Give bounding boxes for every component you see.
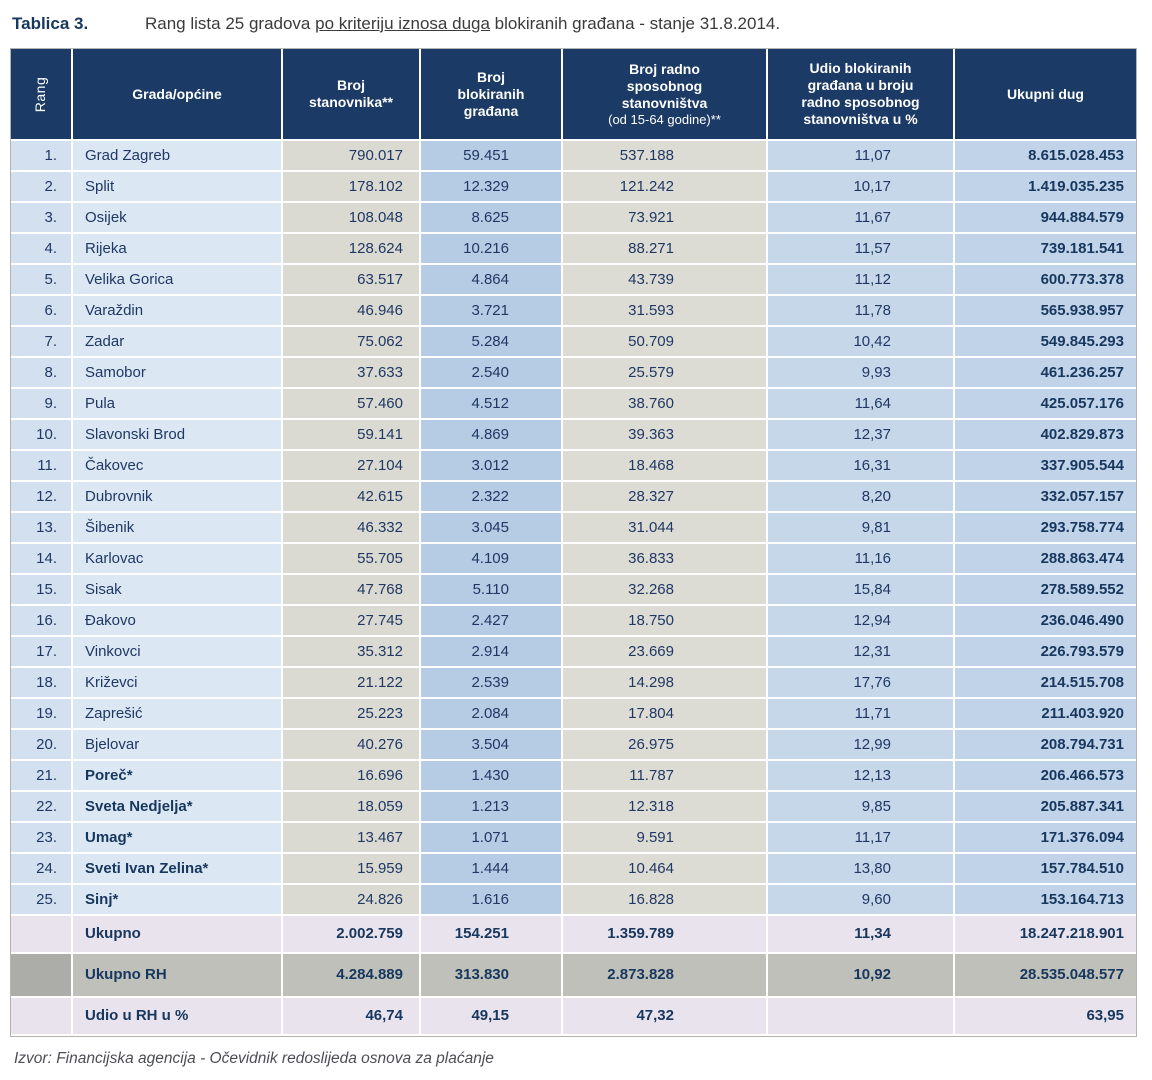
summary-label-cell: Ukupno RH <box>73 954 281 996</box>
table-row <box>11 234 1136 263</box>
working-age-cell: 39.363 <box>563 420 766 449</box>
blocked-citizens-cell: 1.444 <box>421 854 561 883</box>
blocked-citizens-cell: 10.216 <box>421 234 561 263</box>
blocked-citizens-cell: 154.251 <box>421 916 561 952</box>
total-debt-cell: 206.466.573 <box>955 761 1136 790</box>
share-percent-cell: 12,94 <box>768 606 953 635</box>
working-age-cell: 11.787 <box>563 761 766 790</box>
working-age-cell: 38.760 <box>563 389 766 418</box>
population-cell: 4.284.889 <box>283 954 419 996</box>
table-row <box>11 296 1136 325</box>
blocked-citizens-cell: 3.045 <box>421 513 561 542</box>
blocked-citizens-cell: 3.012 <box>421 451 561 480</box>
city-cell: Šibenik <box>73 513 281 542</box>
source-note: Izvor: Financijska agencija - Očevidnik redoslijeda osnova za plaćanje <box>14 1050 494 1067</box>
share-percent-cell: 9,81 <box>768 513 953 542</box>
total-debt-cell: 288.863.474 <box>955 544 1136 573</box>
rank-cell: 11. <box>11 451 71 480</box>
share-percent-cell: 11,64 <box>768 389 953 418</box>
rank-cell: 20. <box>11 730 71 759</box>
population-cell: 35.312 <box>283 637 419 666</box>
header-population: Broj stanovnika** <box>283 49 419 139</box>
rank-cell: 4. <box>11 234 71 263</box>
population-cell: 40.276 <box>283 730 419 759</box>
blocked-citizens-cell: 2.084 <box>421 699 561 728</box>
working-age-cell: 47,32 <box>563 998 766 1034</box>
rank-cell: 17. <box>11 637 71 666</box>
summary-row-ukupno-rh <box>11 954 1136 996</box>
city-cell: Osijek <box>73 203 281 232</box>
table-row <box>11 699 1136 728</box>
population-cell: 75.062 <box>283 327 419 356</box>
table-row <box>11 792 1136 821</box>
blocked-citizens-cell: 5.284 <box>421 327 561 356</box>
total-debt-cell: 1.419.035.235 <box>955 172 1136 201</box>
header-city: Grada/općine <box>73 49 281 139</box>
city-cell: Pula <box>73 389 281 418</box>
working-age-cell: 73.921 <box>563 203 766 232</box>
city-cell: Varaždin <box>73 296 281 325</box>
share-percent-cell: 11,67 <box>768 203 953 232</box>
total-debt-cell: 157.784.510 <box>955 854 1136 883</box>
population-cell: 25.223 <box>283 699 419 728</box>
blocked-citizens-cell: 1.616 <box>421 885 561 914</box>
table-header-row <box>11 49 1136 139</box>
total-debt-cell: 549.845.293 <box>955 327 1136 356</box>
population-cell: 46.332 <box>283 513 419 542</box>
rank-cell: 19. <box>11 699 71 728</box>
working-age-cell: 537.188 <box>563 141 766 170</box>
working-age-cell: 9.591 <box>563 823 766 852</box>
population-cell: 63.517 <box>283 265 419 294</box>
rank-cell <box>11 998 71 1034</box>
population-cell: 57.460 <box>283 389 419 418</box>
share-percent-cell: 9,60 <box>768 885 953 914</box>
working-age-cell: 121.242 <box>563 172 766 201</box>
total-debt-cell: 63,95 <box>955 998 1136 1034</box>
rank-cell: 7. <box>11 327 71 356</box>
population-cell: 55.705 <box>283 544 419 573</box>
total-debt-cell: 18.247.218.901 <box>955 916 1136 952</box>
blocked-citizens-cell: 12.329 <box>421 172 561 201</box>
population-cell: 2.002.759 <box>283 916 419 952</box>
rank-cell: 18. <box>11 668 71 697</box>
table-row <box>11 420 1136 449</box>
total-debt-cell: 332.057.157 <box>955 482 1136 511</box>
rank-cell: 5. <box>11 265 71 294</box>
city-cell: Rijeka <box>73 234 281 263</box>
share-percent-cell: 12,13 <box>768 761 953 790</box>
population-cell: 47.768 <box>283 575 419 604</box>
share-percent-cell: 16,31 <box>768 451 953 480</box>
summary-label-cell: Udio u RH u % <box>73 998 281 1034</box>
table-row <box>11 327 1136 356</box>
share-percent-cell: 11,78 <box>768 296 953 325</box>
working-age-cell: 31.593 <box>563 296 766 325</box>
city-cell: Umag* <box>73 823 281 852</box>
header-working-age: Broj radno sposobnog stanovništva (od 15-64 godine)** <box>563 49 766 139</box>
blocked-citizens-cell: 2.540 <box>421 358 561 387</box>
share-percent-cell: 11,16 <box>768 544 953 573</box>
blocked-citizens-cell: 8.625 <box>421 203 561 232</box>
share-percent-cell <box>768 998 953 1034</box>
share-percent-cell: 12,99 <box>768 730 953 759</box>
share-percent-cell: 9,85 <box>768 792 953 821</box>
working-age-cell: 88.271 <box>563 234 766 263</box>
share-percent-cell: 17,76 <box>768 668 953 697</box>
table-row <box>11 544 1136 573</box>
city-cell: Bjelovar <box>73 730 281 759</box>
table-row <box>11 141 1136 170</box>
total-debt-cell: 337.905.544 <box>955 451 1136 480</box>
total-debt-cell: 461.236.257 <box>955 358 1136 387</box>
blocked-citizens-cell: 3.504 <box>421 730 561 759</box>
total-debt-cell: 171.376.094 <box>955 823 1136 852</box>
table-title-text <box>145 14 780 34</box>
share-percent-cell: 11,17 <box>768 823 953 852</box>
city-cell: Sinj* <box>73 885 281 914</box>
total-debt-cell: 425.057.176 <box>955 389 1136 418</box>
share-percent-cell: 15,84 <box>768 575 953 604</box>
population-cell: 13.467 <box>283 823 419 852</box>
population-cell: 16.696 <box>283 761 419 790</box>
table-row <box>11 265 1136 294</box>
total-debt-cell: 205.887.341 <box>955 792 1136 821</box>
working-age-cell: 14.298 <box>563 668 766 697</box>
city-cell: Čakovec <box>73 451 281 480</box>
city-cell: Dubrovnik <box>73 482 281 511</box>
working-age-cell: 2.873.828 <box>563 954 766 996</box>
share-percent-cell: 11,12 <box>768 265 953 294</box>
population-cell: 37.633 <box>283 358 419 387</box>
table-row <box>11 885 1136 914</box>
rank-cell: 16. <box>11 606 71 635</box>
working-age-cell: 43.739 <box>563 265 766 294</box>
table-row <box>11 761 1136 790</box>
working-age-cell: 26.975 <box>563 730 766 759</box>
working-age-cell: 31.044 <box>563 513 766 542</box>
total-debt-cell: 214.515.708 <box>955 668 1136 697</box>
blocked-citizens-cell: 4.109 <box>421 544 561 573</box>
table-row <box>11 730 1136 759</box>
city-cell: Slavonski Brod <box>73 420 281 449</box>
city-cell: Split <box>73 172 281 201</box>
city-cell: Sveti Ivan Zelina* <box>73 854 281 883</box>
blocked-citizens-cell: 4.512 <box>421 389 561 418</box>
city-cell: Križevci <box>73 668 281 697</box>
population-cell: 178.102 <box>283 172 419 201</box>
table-row <box>11 513 1136 542</box>
working-age-cell: 18.468 <box>563 451 766 480</box>
total-debt-cell: 600.773.378 <box>955 265 1136 294</box>
header-share-percent: Udio blokiranih građana u broju radno sposobnog stanovništva u % <box>768 49 953 139</box>
share-percent-cell: 10,92 <box>768 954 953 996</box>
total-debt-cell: 739.181.541 <box>955 234 1136 263</box>
total-debt-cell: 8.615.028.453 <box>955 141 1136 170</box>
table-row <box>11 668 1136 697</box>
working-age-cell: 10.464 <box>563 854 766 883</box>
summary-row-udio-u-rh <box>11 998 1136 1034</box>
blocked-citizens-cell: 3.721 <box>421 296 561 325</box>
blocked-citizens-cell: 2.914 <box>421 637 561 666</box>
working-age-cell: 32.268 <box>563 575 766 604</box>
rank-cell: 21. <box>11 761 71 790</box>
share-percent-cell: 12,37 <box>768 420 953 449</box>
rank-cell: 1. <box>11 141 71 170</box>
total-debt-cell: 153.164.713 <box>955 885 1136 914</box>
working-age-cell: 36.833 <box>563 544 766 573</box>
population-cell: 18.059 <box>283 792 419 821</box>
share-percent-cell: 12,31 <box>768 637 953 666</box>
population-cell: 46,74 <box>283 998 419 1034</box>
table-row <box>11 358 1136 387</box>
table-caption <box>12 14 1142 34</box>
table-row <box>11 451 1136 480</box>
total-debt-cell: 278.589.552 <box>955 575 1136 604</box>
title-prefix: Rang lista 25 gradova <box>145 14 316 33</box>
city-cell: Velika Gorica <box>73 265 281 294</box>
rank-cell: 12. <box>11 482 71 511</box>
rank-cell: 8. <box>11 358 71 387</box>
header-total-debt: Ukupni dug <box>955 49 1136 139</box>
working-age-cell: 18.750 <box>563 606 766 635</box>
table-row <box>11 823 1136 852</box>
share-percent-cell: 8,20 <box>768 482 953 511</box>
rank-cell: 22. <box>11 792 71 821</box>
population-cell: 59.141 <box>283 420 419 449</box>
population-cell: 108.048 <box>283 203 419 232</box>
rank-cell: 6. <box>11 296 71 325</box>
city-cell: Sisak <box>73 575 281 604</box>
total-debt-cell: 402.829.873 <box>955 420 1136 449</box>
share-percent-cell: 11,71 <box>768 699 953 728</box>
table-row <box>11 606 1136 635</box>
working-age-cell: 23.669 <box>563 637 766 666</box>
debt-ranking-table <box>10 48 1137 1037</box>
table-number-label: Tablica 3. <box>12 14 89 33</box>
blocked-citizens-cell: 2.427 <box>421 606 561 635</box>
rank-cell: 2. <box>11 172 71 201</box>
table-row <box>11 172 1136 201</box>
working-age-cell: 1.359.789 <box>563 916 766 952</box>
table-body <box>11 141 1136 1034</box>
share-percent-cell: 11,34 <box>768 916 953 952</box>
population-cell: 790.017 <box>283 141 419 170</box>
blocked-citizens-cell: 59.451 <box>421 141 561 170</box>
summary-label-cell: Ukupno <box>73 916 281 952</box>
city-cell: Poreč* <box>73 761 281 790</box>
city-cell: Samobor <box>73 358 281 387</box>
summary-row-ukupno <box>11 916 1136 952</box>
total-debt-cell: 565.938.957 <box>955 296 1136 325</box>
table-row <box>11 637 1136 666</box>
title-suffix: blokiranih građana - stanje 31.8.2014. <box>489 14 781 33</box>
rank-cell: 23. <box>11 823 71 852</box>
header-blocked-citizens: Broj blokiranih građana <box>421 49 561 139</box>
rank-cell: 24. <box>11 854 71 883</box>
blocked-citizens-cell: 1.430 <box>421 761 561 790</box>
total-debt-cell: 236.046.490 <box>955 606 1136 635</box>
header-rank: Rang <box>11 49 71 139</box>
blocked-citizens-cell: 313.830 <box>421 954 561 996</box>
share-percent-cell: 10,17 <box>768 172 953 201</box>
title-underlined-phrase: po kriteriju iznosa duga <box>315 14 490 33</box>
share-percent-cell: 10,42 <box>768 327 953 356</box>
total-debt-cell: 211.403.920 <box>955 699 1136 728</box>
blocked-citizens-cell: 4.864 <box>421 265 561 294</box>
population-cell: 27.745 <box>283 606 419 635</box>
blocked-citizens-cell: 4.869 <box>421 420 561 449</box>
city-cell: Sveta Nedjelja* <box>73 792 281 821</box>
table-row <box>11 389 1136 418</box>
population-cell: 21.122 <box>283 668 419 697</box>
rank-cell: 14. <box>11 544 71 573</box>
city-cell: Vinkovci <box>73 637 281 666</box>
total-debt-cell: 226.793.579 <box>955 637 1136 666</box>
share-percent-cell: 13,80 <box>768 854 953 883</box>
table-row <box>11 575 1136 604</box>
population-cell: 46.946 <box>283 296 419 325</box>
rank-cell: 3. <box>11 203 71 232</box>
table-row <box>11 482 1136 511</box>
rank-cell: 10. <box>11 420 71 449</box>
working-age-cell: 17.804 <box>563 699 766 728</box>
population-cell: 15.959 <box>283 854 419 883</box>
rank-cell <box>11 954 71 996</box>
blocked-citizens-cell: 1.071 <box>421 823 561 852</box>
city-cell: Karlovac <box>73 544 281 573</box>
total-debt-cell: 944.884.579 <box>955 203 1136 232</box>
rank-cell: 9. <box>11 389 71 418</box>
population-cell: 42.615 <box>283 482 419 511</box>
city-cell: Zaprešić <box>73 699 281 728</box>
population-cell: 128.624 <box>283 234 419 263</box>
rank-cell <box>11 916 71 952</box>
blocked-citizens-cell: 2.539 <box>421 668 561 697</box>
blocked-citizens-cell: 2.322 <box>421 482 561 511</box>
total-debt-cell: 28.535.048.577 <box>955 954 1136 996</box>
city-cell: Đakovo <box>73 606 281 635</box>
population-cell: 27.104 <box>283 451 419 480</box>
working-age-cell: 50.709 <box>563 327 766 356</box>
city-cell: Zadar <box>73 327 281 356</box>
rank-cell: 13. <box>11 513 71 542</box>
share-percent-cell: 11,07 <box>768 141 953 170</box>
share-percent-cell: 9,93 <box>768 358 953 387</box>
population-cell: 24.826 <box>283 885 419 914</box>
rank-cell: 25. <box>11 885 71 914</box>
blocked-citizens-cell: 1.213 <box>421 792 561 821</box>
table-row <box>11 203 1136 232</box>
total-debt-cell: 293.758.774 <box>955 513 1136 542</box>
working-age-cell: 28.327 <box>563 482 766 511</box>
total-debt-cell: 208.794.731 <box>955 730 1136 759</box>
working-age-cell: 16.828 <box>563 885 766 914</box>
rank-cell: 15. <box>11 575 71 604</box>
blocked-citizens-cell: 49,15 <box>421 998 561 1034</box>
working-age-cell: 25.579 <box>563 358 766 387</box>
working-age-cell: 12.318 <box>563 792 766 821</box>
table-row <box>11 854 1136 883</box>
city-cell: Grad Zagreb <box>73 141 281 170</box>
blocked-citizens-cell: 5.110 <box>421 575 561 604</box>
share-percent-cell: 11,57 <box>768 234 953 263</box>
